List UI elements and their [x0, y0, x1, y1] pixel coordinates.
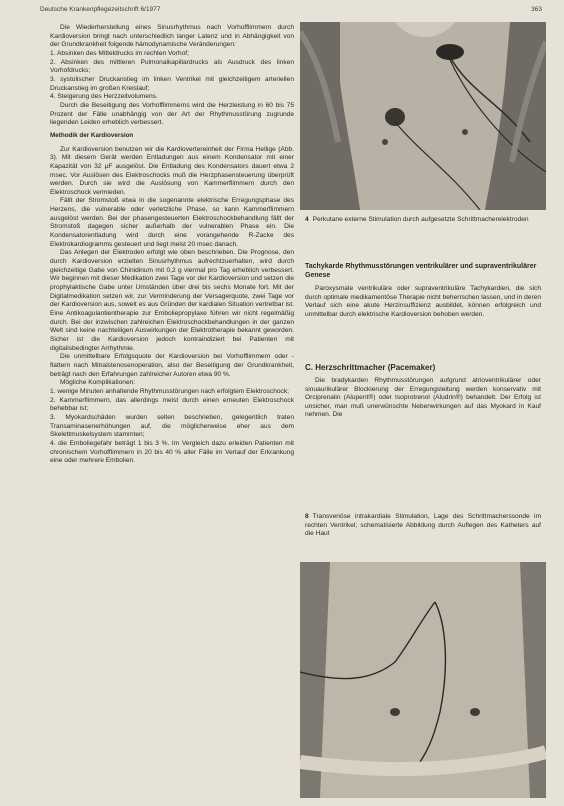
figure-number: 4: [305, 216, 309, 223]
list-item: 3. systolischer Druckanstieg im linken Ventrikel mit gleichzeitigem arteriellen Druckanstieg im großen Kreislauf;: [50, 75, 294, 92]
figure-8-caption: [305, 513, 541, 539]
figure-number: 8: [305, 513, 309, 520]
paragraph: Zur Kardioversion benutzen wir die Kardiovertereinheit der Firma Hellige (Abb. 3). Mit diesem Gerät werden Entladungen aus einem Kondensator mit einer Kapazität von 32 µF ausgelöst. Die Entladung des Kondensators dauert etwa 2 msec. Vor Auslösen des Elektroschocks muß die Herzphasensteuerung überprüft werden. Durch sie wird die Auslösung von Kammerflimmern durch den Elektroschock vermieden.: [50, 145, 294, 196]
paragraph: Das Anlegen der Elektroden erfolgt wie oben beschrieben. Die Prognose, den durch Kardioversion erzielten Sinusrhythmus aufrechtzuerhalten, wird durch gleichzeitige Gabe von Chinidinum mit 0,2 g viermal pro Tag erheblich verbessert. Wir beginnen mit dieser Medikation zwei Tage vor der Kardioversion und setzen die prophylaktische Gabe unter Umständen über drei bis sechs Monate fort. Mit der Digitalmedikation setzen wir, zur Verminderung der Versagerquote, zwei Tage vor der Kardioversion aus, soweit es aus Gründen der kardialen Situation vertretbar ist. Eine Antikoagulantientherapie zur Emboliepropylaxe führen wir nicht regelmäßig durch. Bei der inzwischen zahlreichen Elektroschockbehandlungen in der ganzen Welt sind keine nachteiligen Auswirkungen der Elektrotherapie bekannt geworden. Sicher ist die Kardioversion jedoch kontraindiziert bei Patienten mit digitalisbedingter Arrhythmie.: [50, 249, 294, 352]
list-item: 4. Steigerung des Herzzeitvolumens.: [50, 93, 158, 101]
figure-4-photo: [300, 22, 546, 210]
section-heading: Methodik der Kardioversion: [50, 131, 134, 139]
paragraph: Die unmittelbare Erfolgsquote der Kardioversion bei Vorhofflimmern oder -flattern nach Mitralstenosenoperation, also der Beseitigung der Grundkrankheit, beträgt nach den Erfahrungen zahlreicher Autoren etwa 90 %.: [50, 353, 294, 378]
section-heading: C. Herzschrittmacher (Pacemaker): [305, 363, 436, 372]
section-tachykardie: [305, 262, 541, 319]
paragraph: Die Wiederherstellung eines Sinusrhythmus nach Vorhofflimmern durch Kardioversion bringt nach unterschiedlich langer Latenz und in Abhängigkeit von der Grundkrankheit folgende hämodynamische Veränderungen:: [50, 24, 294, 49]
paragraph: Mögliche Komplikationen:: [60, 379, 136, 387]
caption-text: Perkutane externe Stimulation durch aufgesetzte Schrittmacherelektroden: [312, 216, 529, 223]
figure-4-caption: [305, 216, 541, 225]
paragraph: Paroxysmale ventrikuläre oder supraventrikuläre Tachykardien, die sich durch optimale medikamentöse Therapie nicht beherrschen lassen, und in deren Verlauf sich eine akute Herzinsuffizienz ausbildet, können erfolgreich und unmittelbar durch elektrische Kardioversion behoben werden.: [305, 285, 541, 318]
caption-text: Transvenöse intrakardiale Stimulation, Lage des Schrittmacherssonde im rechten Ventrikel; schematisierte Abbildung durch Auflegen des Katheters auf die Haut: [305, 513, 541, 538]
patient-catheter-illustration: [300, 562, 546, 798]
figure-8-photo: [300, 562, 546, 798]
list-item: 1. wenige Minuten anhaltende Rhythmusstörungen nach erfolgtem Elektroschock;: [50, 387, 289, 395]
list-item: 1. Absinken des Mitteldrucks im rechten Vorhof;: [50, 49, 189, 57]
paragraph: Fällt der Stromstoß etwa in die sogenannte elektrische Erregungsphase des Herzens, die vulnerable oder verletzliche Phase, so kann Kammerflimmern ausgelöst werden. Bei der phasengesteuerten Elektroschockbehandlung fällt der Stromstoß dagegen sicher außerhalb der vulnerablen Phase ein. Die Kondensatorentladung wird durch eine vorangehende R-Zacke des Elektrokardiogramms gesteuert und liegt meist 20 msec danach.: [50, 197, 294, 248]
list-item: 4. die Emboliegefahr beträgt 1 bis 3 %. Im Vergleich dazu erleiden Patienten mit chronischem Vorhofflimmern in 20 bis 40 % aller Fälle im Verlauf der Erkrankung eine oder mehrere Embolien.: [50, 439, 294, 465]
page-number: 363: [531, 6, 542, 13]
paragraph: Die bradykarden Rhythmusstörungen aufgrund atrioventrikulärer oder sinuaurikulärer Blockierung der Erregungsleitung werden konservativ mit Orciprenalin (Alupent®) oder Isoprotrenol (Aludrin®) behandelt. Der Erfolg ist unsicher, man muß unerwünschte Nebenwirkungen auf das Myokard in Kauf nehmen. Die: [305, 377, 541, 419]
patient-torso-illustration: [300, 22, 546, 210]
list-item: 2. Absinken des mittleren Pulmonalkapillardrucks als Ausdruck des linken Vorhofdrucks;: [50, 58, 294, 75]
journal-header: Deutsche Krankenpflegezeitschrift 6/1977: [40, 6, 161, 13]
list-item: 2. Kammerflimmern, das allerdings meist durch einen erneuten Elektroschock behebbar ist;: [50, 396, 294, 413]
paragraph: Durch die Beseitigung des Vorhofflimmerns wird die Herzleistung in 60 bis 75 Prozent der Fälle unabhängig von der Art der Rhythmusstörung zugrunde liegenden Leiden erheblich verbessert.: [50, 101, 294, 127]
list-item: 3. Myokardschäden wurden selten beschrieben, gelegentlich traten Transaminasenerhöhungen auf, die möglicherweise eher aus dem Skelettmuskelsystem stammten;: [50, 413, 294, 439]
left-column: [50, 24, 294, 466]
section-heading: Tachykarde Rhythmusstörungen ventrikulärer und supraventrikulärer Genese: [305, 263, 537, 279]
section-herzschrittmacher: [305, 363, 541, 420]
